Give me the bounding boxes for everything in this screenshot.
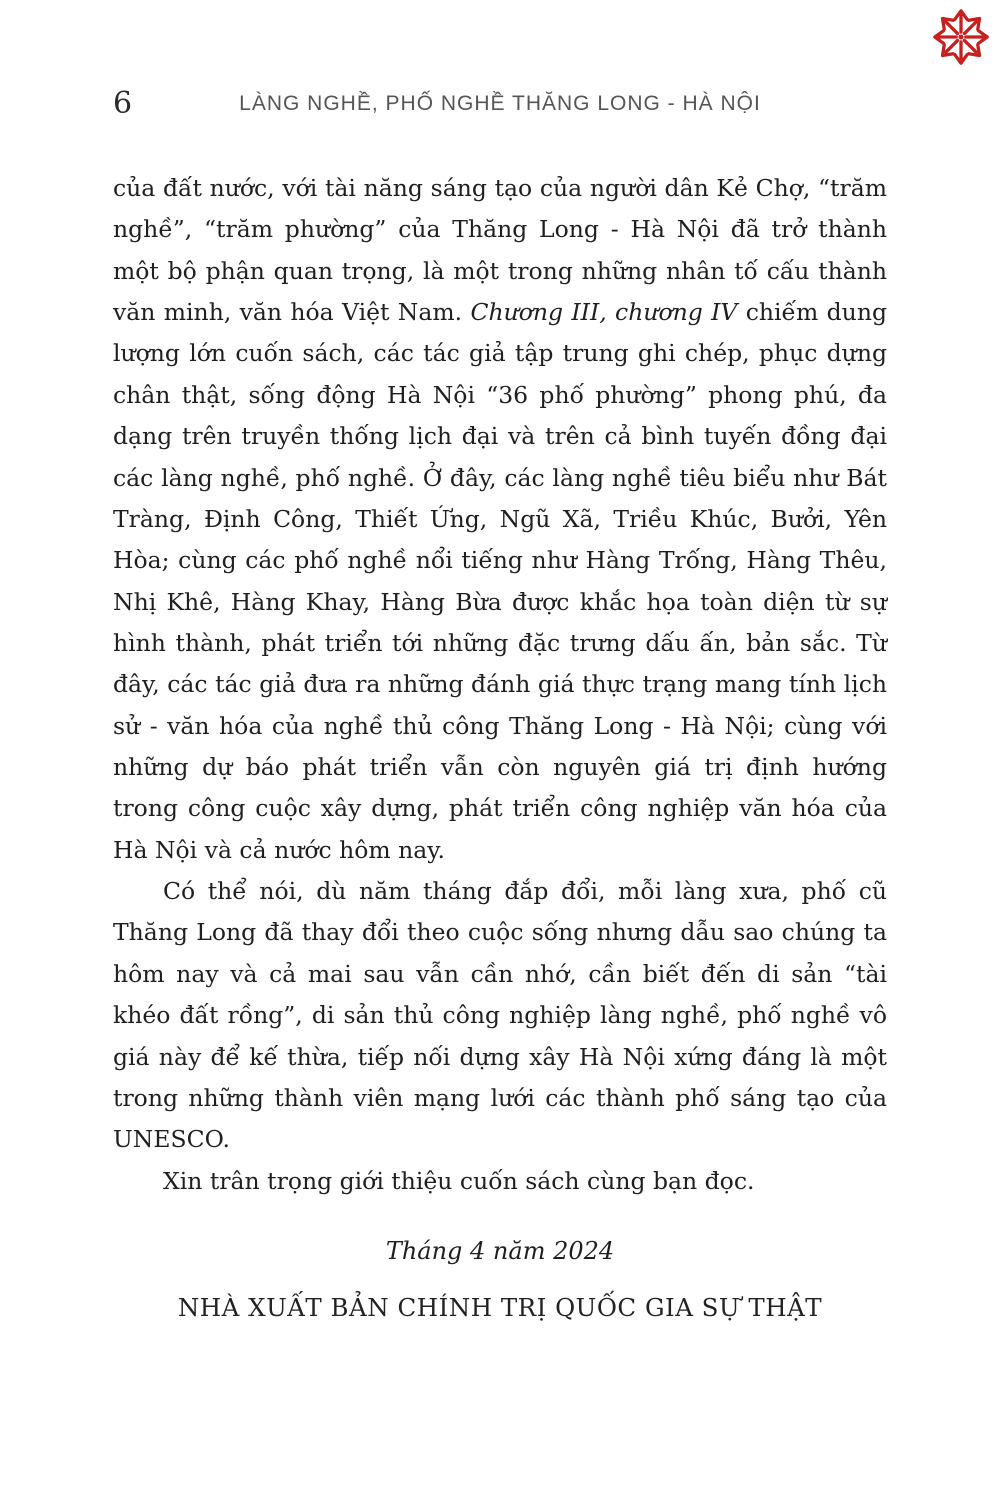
date-line: Tháng 4 năm 2024: [385, 1236, 615, 1265]
paragraph-3: Xin trân trọng giới thiệu cuốn sách cùng bạn đọc.: [163, 1166, 755, 1195]
page-content: [113, 168, 887, 1329]
publisher-logo-icon: [930, 4, 992, 70]
page-header: [113, 86, 887, 126]
paragraph-1: [113, 168, 887, 871]
running-title: LÀNG NGHỀ, PHỐ NGHỀ THĂNG LONG - HÀ NỘI: [239, 92, 761, 115]
paragraph-1-italic-chapter-ref: Chương III, chương IV: [470, 298, 738, 327]
paragraph-1-text: của đất nước, với tài năng sáng tạo của người dân Kẻ Chợ, “trăm nghề”, “trăm phường” của Thăng Long - Hà Nội đã trở thành một bộ phận quan trọng, là một trong những nhân tố cấu thành văn minh, văn hóa Việt Nam.: [113, 174, 887, 327]
publisher-name: NHÀ XUẤT BẢN CHÍNH TRỊ QUỐC GIA SỰ THẬT: [177, 1293, 823, 1323]
paragraph-2: Có thể nói, dù năm tháng đắp đổi, mỗi làng xưa, phố cũ Thăng Long đã thay đổi theo cuộc sống nhưng dẫu sao chúng ta hôm nay và cả mai sau vẫn cần nhớ, cần biết đến di sản “tài khéo đất rồng”, di sản thủ công nghiệp làng nghề, phố nghề vô giá này để kế thừa, tiếp nối dựng xây Hà Nội xứng đáng là một trong những thành viên mạng lưới các thành phố sáng tạo của UNESCO.: [113, 877, 887, 1154]
page-number: 6: [113, 86, 133, 121]
paragraph-1-text-continued: chiếm dung lượng lớn cuốn sách, các tác giả tập trung ghi chép, phục dựng chân thật, sống động Hà Nội “36 phố phường” phong phú, đa dạng trên truyền thống lịch đại và trên cả bình tuyến đồng đại các làng nghề, phố nghề. Ở đây, các làng nghề tiêu biểu như Bát Tràng, Định Công, Thiết Ứng, Ngũ Xã, Triều Khúc, Bưởi, Yên Hòa; cùng các phố nghề nổi tiếng như Hàng Trống, Hàng Thêu, Nhị Khê, Hàng Khay, Hàng Bừa được khắc họa toàn diện từ sự hình thành, phát triển tới những đặc trưng dấu ấn, bản sắc. Từ đây, các tác giả đưa ra những đánh giá thực trạng mang tính lịch sử - văn hóa của nghề thủ công Thăng Long - Hà Nội; cùng với những dự báo phát triển vẫn còn nguyên giá trị định hướng trong công cuộc xây dựng, phát triển công nghiệp văn hóa của Hà Nội và cả nước hôm nay.: [113, 298, 887, 864]
